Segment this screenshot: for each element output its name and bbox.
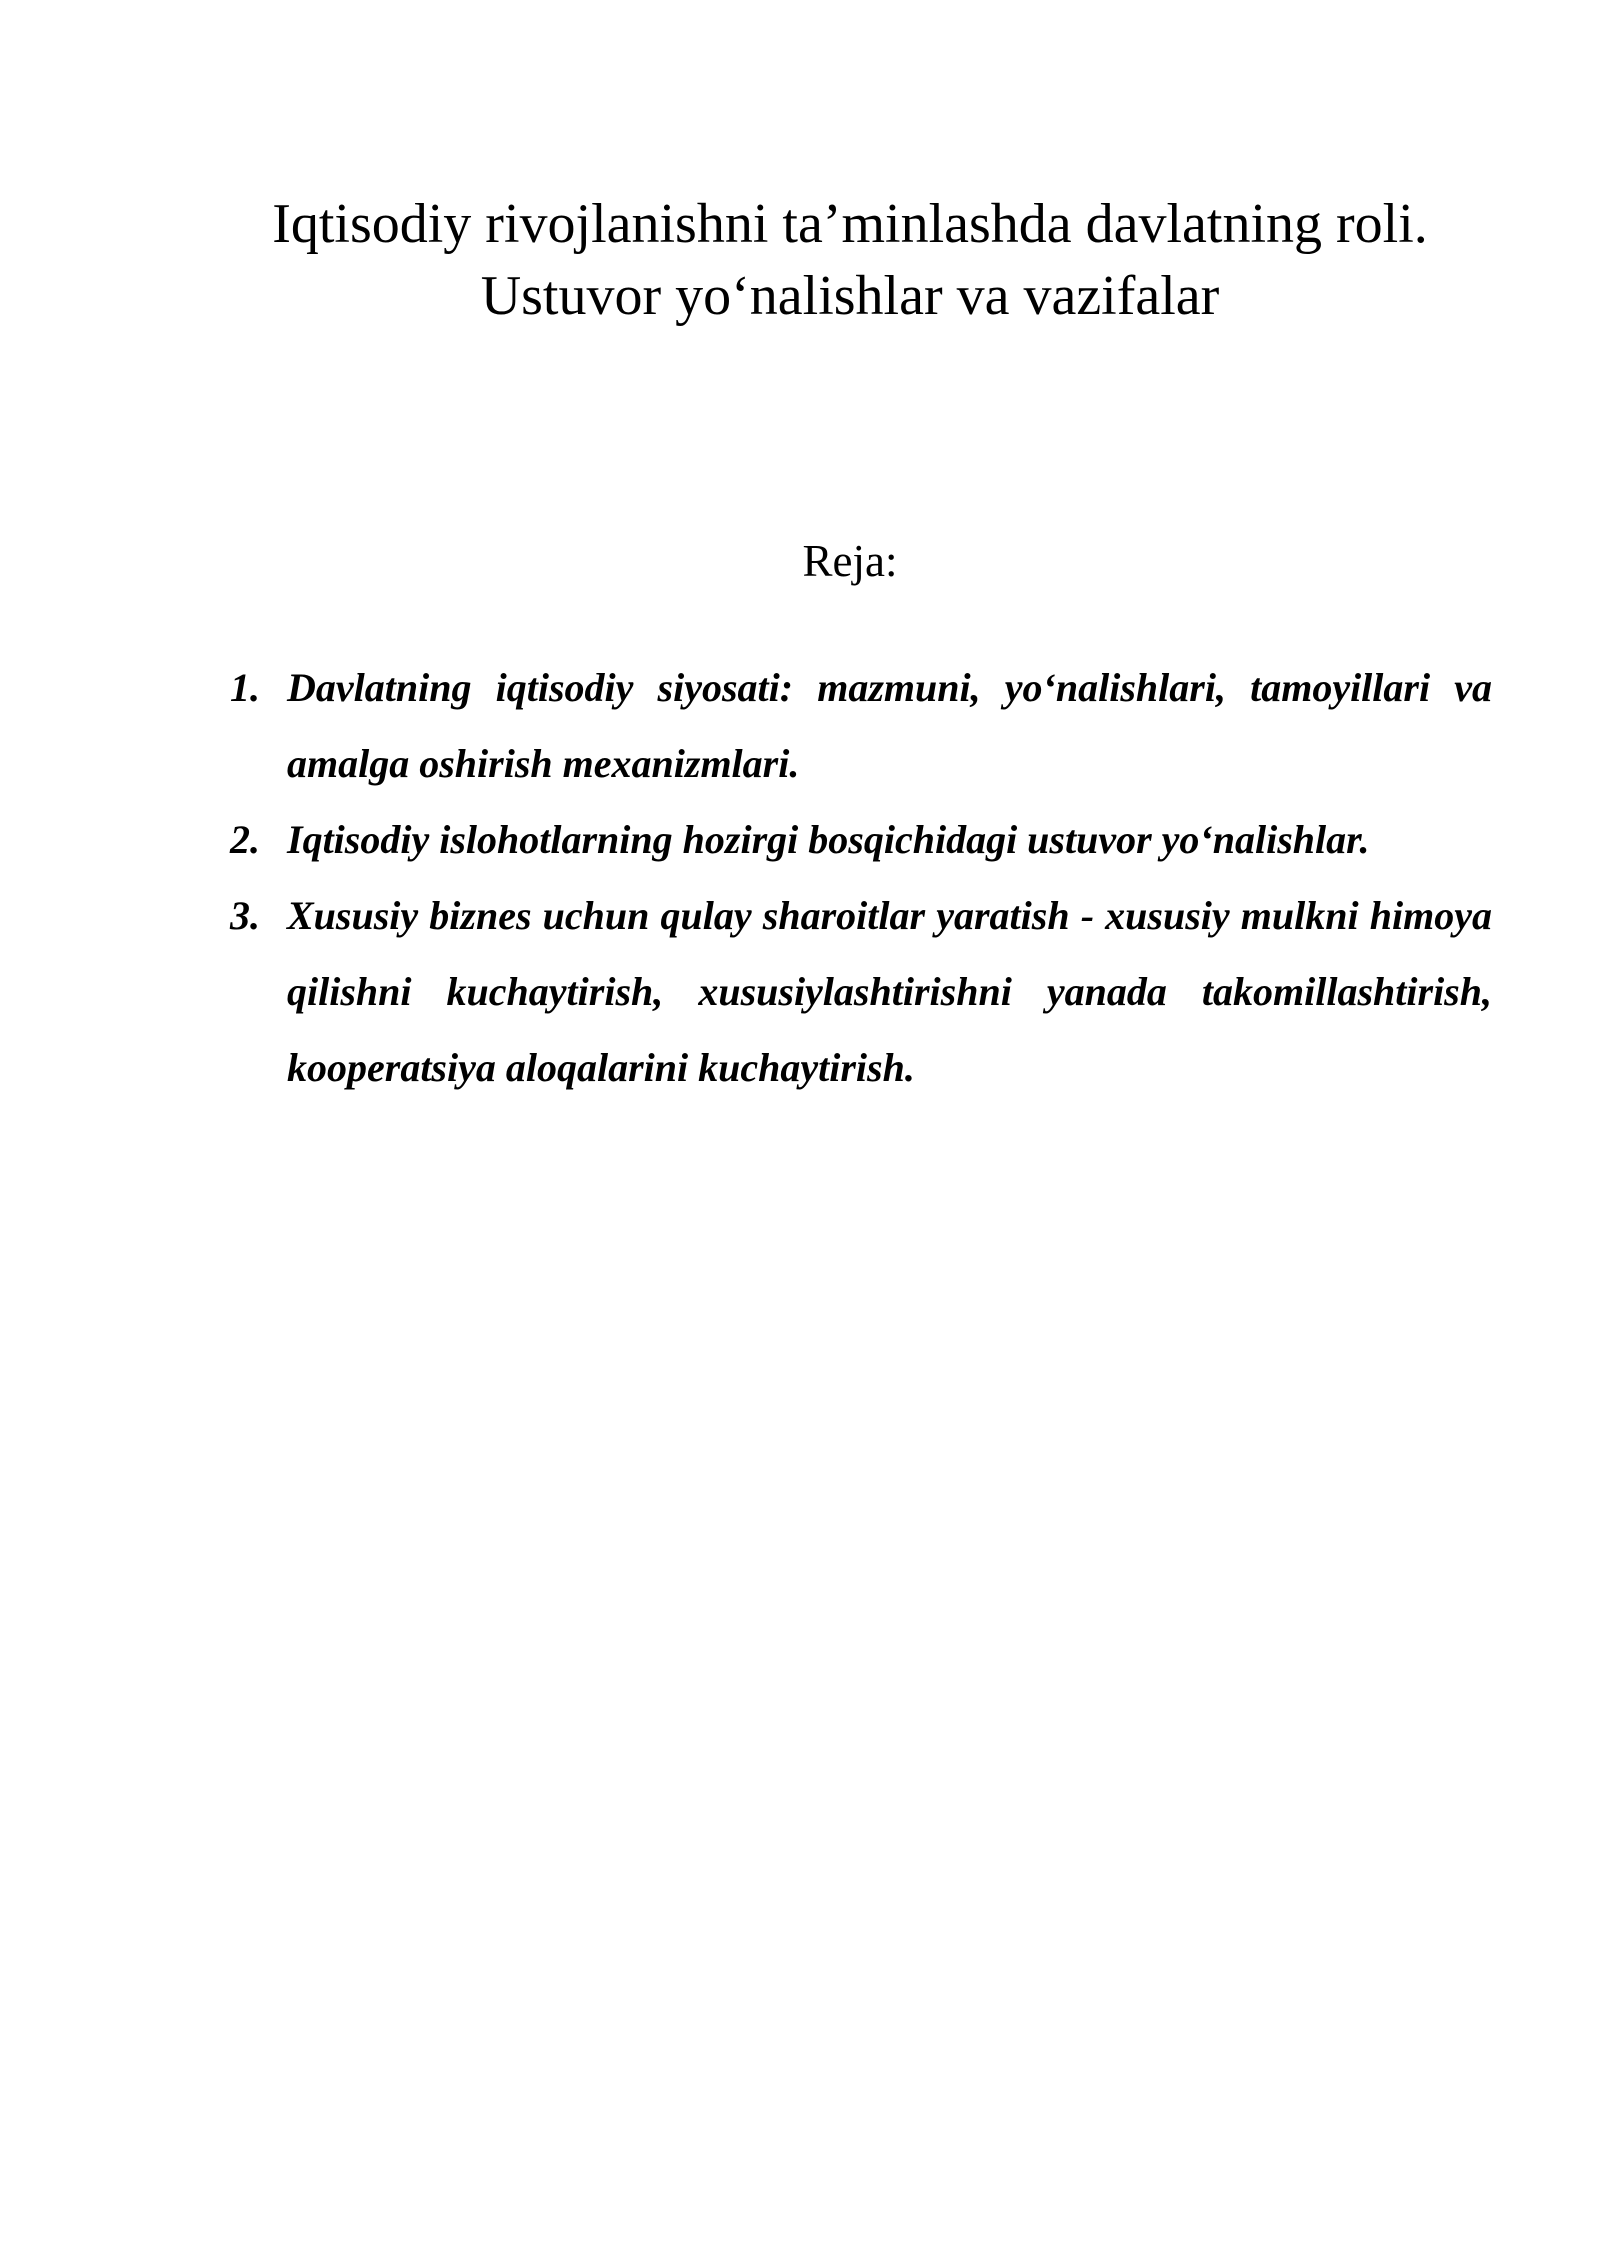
- plan-item-text: Xususiy biznes uchun qulay sharoitlar yaratish - xususiy mulkni himoya qilishni kuchaytirish, xususiylashtirishni yanada takomillashtirish, kooperatsiya aloqalarini kuchaytirish.: [287, 893, 1492, 1090]
- title-line-1: Iqtisodiy rivojlanishni ta’minlashda davlatning roli.: [272, 192, 1428, 255]
- plan-heading: Reja:: [802, 536, 898, 586]
- plan-item-number: 2.: [230, 817, 260, 862]
- title-line-2: Ustuvor yo‘nalishlar va vazifalar: [480, 264, 1220, 327]
- plan-item-number: 3.: [230, 893, 260, 938]
- plan-item-2: [230, 802, 1492, 878]
- document-title: [160, 188, 1540, 332]
- plan-list: [230, 650, 1492, 1106]
- plan-item-1: [230, 650, 1492, 802]
- plan-item-text: Iqtisodiy islohotlarning hozirgi bosqichidagi ustuvor yo‘nalishlar.: [287, 817, 1370, 862]
- plan-item-number: 1.: [230, 665, 260, 710]
- plan-item-3: [230, 878, 1492, 1106]
- plan-item-text: Davlatning iqtisodiy siyosati: mazmuni, yo‘nalishlari, tamoyillari va amalga oshirish mexanizmlari.: [287, 665, 1492, 786]
